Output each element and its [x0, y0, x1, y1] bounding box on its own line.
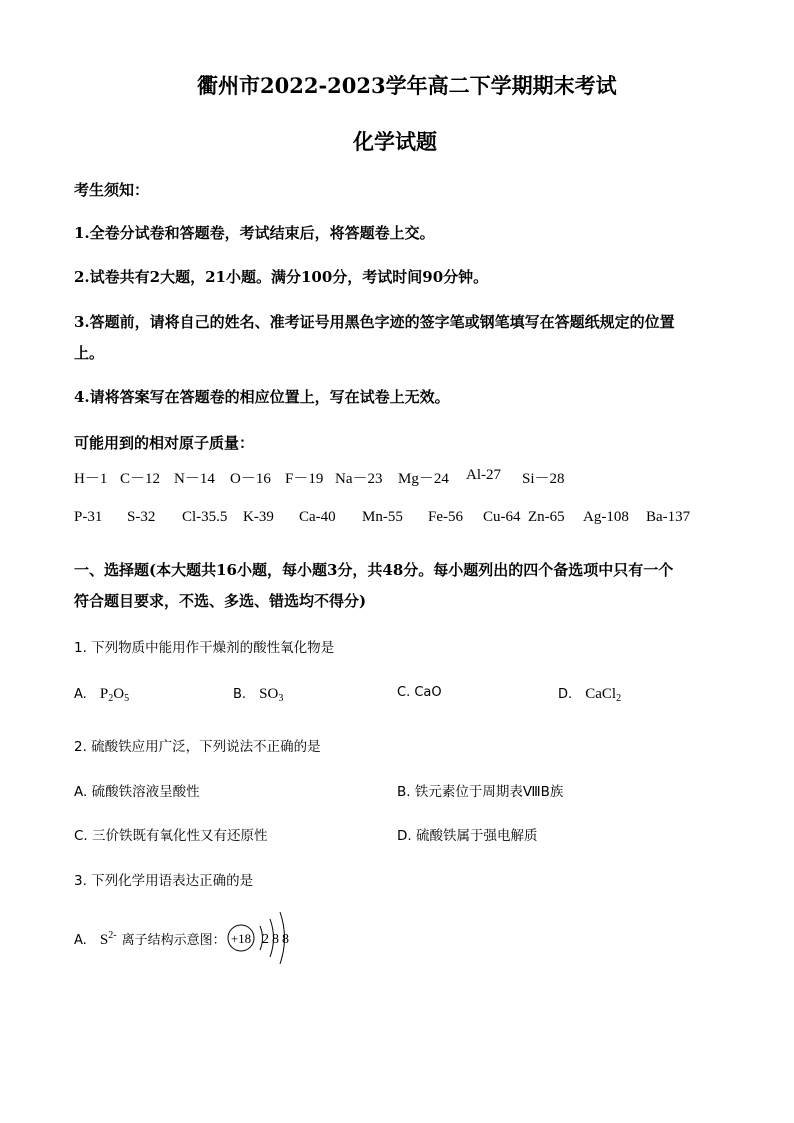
question-1-option-b	[233, 683, 283, 704]
atomic-mass-s: S-32	[127, 509, 156, 525]
atomic-mass-p: P-31	[74, 509, 103, 525]
option-b-label: B.	[233, 687, 247, 702]
notice-heading: 考生须知：	[74, 181, 150, 199]
atomic-mass-c: C－12	[120, 471, 161, 487]
section-1-heading-line-2: 符合题目要求，不选、多选、错选均不得分)	[74, 592, 367, 610]
atomic-mass-cl: Cl-35.5	[182, 509, 228, 525]
notice-item-1: 1.全卷分试卷和答题卷，考试结束后，将答题卷上交。	[74, 224, 435, 242]
question-2-stem: 2. 硫酸铁应用广泛，下列说法不正确的是	[74, 739, 321, 755]
question-2-option-c: C. 三价铁既有氧化性又有还原性	[74, 828, 268, 844]
atomic-mass-heading: 可能用到的相对原子质量：	[74, 434, 255, 452]
section-1-heading-line-1: 一、选择题(本大题共16小题，每小题3分，共48分。每小题列出的四个备选项中只有一个	[74, 561, 674, 579]
option-a-label: A.	[74, 687, 87, 702]
question-2-option-d: D. 硫酸铁属于强电解质	[397, 828, 538, 844]
ion-symbol: $S^{2-}$	[99, 930, 117, 948]
option-a-text: 离子结构示意图：	[121, 933, 226, 948]
atomic-mass-f: F－19	[285, 471, 324, 487]
atomic-mass-n: N－14	[174, 471, 215, 487]
atomic-mass-cu: Cu-64	[483, 509, 521, 525]
atomic-mass-mn: Mn-55	[362, 509, 403, 525]
option-b-formula: $SO_3$	[259, 686, 284, 704]
atomic-mass-k: K-39	[243, 509, 274, 525]
question-1-option-c: C. CaO	[397, 685, 442, 700]
option-d-formula: CaCl$_2$	[585, 686, 622, 704]
option-a-formula: $P_2O_5$	[99, 686, 130, 704]
question-1-option-d	[558, 683, 621, 704]
atomic-mass-si: Si－28	[522, 471, 565, 487]
question-3-option-a	[74, 929, 226, 949]
notice-item-3-line-2: 上。	[74, 344, 105, 362]
atomic-mass-h: H－1	[74, 471, 108, 487]
page-subtitle: 化学试题	[353, 129, 437, 154]
atomic-mass-ag: Ag-108	[583, 509, 629, 525]
question-2-option-b: B. 铁元素位于周期表ⅧB族	[397, 784, 564, 800]
atomic-mass-o: O－16	[230, 471, 271, 487]
notice-item-4: 4.请将答案写在答题卷的相应位置上，写在试卷上无效。	[74, 388, 450, 406]
atomic-mass-al: Al-27	[466, 467, 501, 483]
notice-item-3-line-1: 3.答题前，请将自己的姓名、准考证号用黑色字迹的签字笔或钢笔填写在答题纸规定的位置	[74, 313, 675, 331]
atomic-mass-na: Na－23	[335, 471, 383, 487]
question-3-stem: 3. 下列化学用语表达正确的是	[74, 873, 254, 889]
atomic-mass-fe: Fe-56	[428, 509, 463, 525]
question-2-option-a: A. 硫酸铁溶液呈酸性	[74, 784, 200, 800]
option-a-label: A.	[74, 933, 87, 948]
page-title: 衢州市2022-2023学年高二下学期期末考试	[197, 73, 617, 98]
question-1-option-a	[74, 683, 129, 704]
ion-structure-diagram	[222, 906, 302, 968]
atomic-mass-zn: Zn-65	[528, 509, 565, 525]
shell-electrons-2: 8	[272, 932, 279, 947]
atomic-mass-ba: Ba-137	[646, 509, 691, 525]
atomic-mass-ca: Ca-40	[299, 509, 336, 525]
atomic-mass-mg: Mg－24	[398, 471, 449, 487]
nucleus-charge: +18	[230, 931, 252, 946]
notice-item-2: 2.试卷共有2大题，21小题。满分100分，考试时间90分钟。	[74, 268, 489, 286]
shell-electrons-3: 8	[282, 932, 289, 947]
question-1-stem: 1. 下列物质中能用作干燥剂的酸性氧化物是	[74, 640, 335, 656]
shell-electrons-1: 2	[262, 932, 269, 947]
option-d-label: D.	[558, 687, 573, 702]
